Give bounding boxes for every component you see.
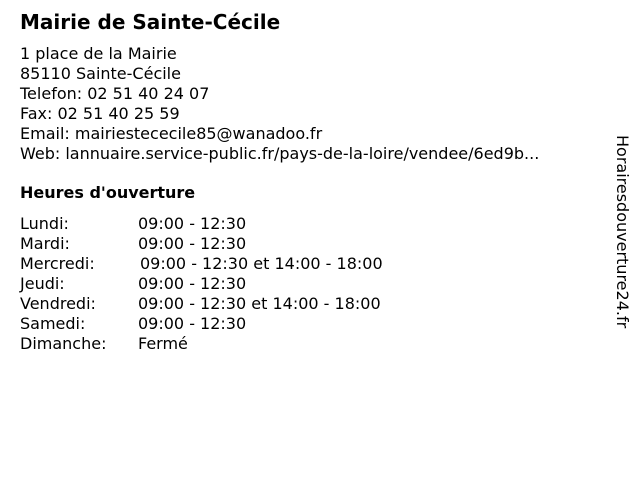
time-value: Fermé	[138, 334, 188, 353]
fax-line: Fax: 02 51 40 25 59	[20, 104, 180, 123]
address-line-1: 1 place de la Mairie	[20, 44, 177, 63]
time-value: 09:00 - 12:30	[138, 234, 247, 253]
page-title: Mairie de Sainte-Cécile	[20, 10, 281, 34]
web-line: Web: lannuaire.service-public.fr/pays-de-la-loire/vendee/6ed9b...	[20, 144, 540, 163]
day-label: Mardi:	[20, 234, 70, 253]
hours-heading: Heures d'ouverture	[20, 183, 196, 202]
time-value: 09:00 - 12:30	[138, 214, 247, 233]
phone-line: Telefon: 02 51 40 24 07	[20, 84, 210, 103]
day-label: Vendredi:	[20, 294, 96, 313]
site-watermark: Horairesdouverture24.fr	[613, 135, 632, 329]
time-value: 09:00 - 12:30 et 14:00 - 18:00	[138, 294, 381, 313]
day-label: Dimanche:	[20, 334, 107, 353]
day-label: Jeudi:	[20, 274, 65, 293]
contact-info	[20, 44, 539, 164]
email-line: Email: mairiestececile85@wanadoo.fr	[20, 124, 323, 143]
day-label: Lundi:	[20, 214, 69, 233]
address-line-2: 85110 Sainte-Cécile	[20, 64, 181, 83]
time-value: 09:00 - 12:30 et 14:00 - 18:00	[140, 254, 383, 273]
day-label: Samedi:	[20, 314, 86, 333]
time-value: 09:00 - 12:30	[138, 314, 247, 333]
day-label: Mercredi:	[20, 254, 95, 273]
time-value: 09:00 - 12:30	[138, 274, 247, 293]
